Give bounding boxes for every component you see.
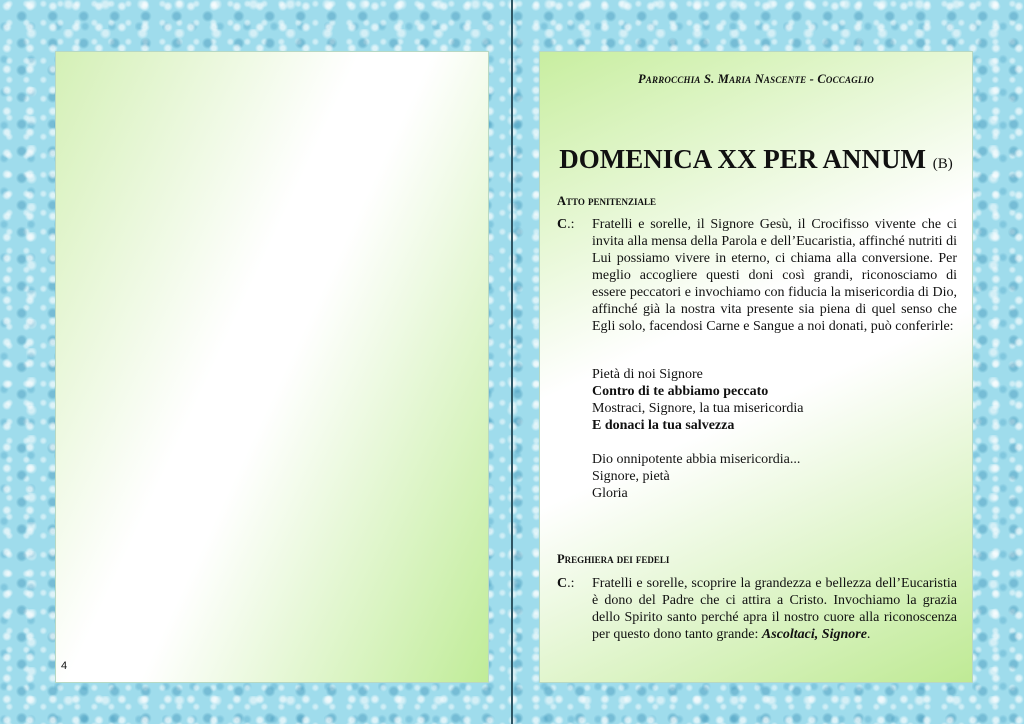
atto-body: Fratelli e sorelle, il Signore Gesù, il Crocifisso vivente che ci invita alla mensa della Parola e dell’Eucaristia, affinché nutriti di Lui possiamo vivere in eterno, ci chiama alla conversione. Per meglio accogliere questi doni così grandi, riconosciamo di essere peccatori e invochiamo con fiducia la misericordia di Dio, affinché già la nostra vita presente sia piena di quel senso che Egli solo, facendosi Carne e Sangue a noi donati, può conferirle: [592, 217, 957, 334]
closing-line: Signore, pietà [592, 469, 670, 484]
title-suffix: (B) [932, 156, 953, 172]
atto-penitenziale-text [557, 216, 957, 335]
center-fold [511, 0, 513, 724]
closing-lines [592, 451, 800, 502]
penitential-responses [592, 366, 804, 434]
page-title [540, 144, 972, 175]
right-page [539, 51, 973, 683]
preghiera-fedeli-text [557, 575, 957, 643]
response-line: Contro di te abbiamo peccato [592, 384, 769, 399]
left-page [55, 51, 489, 683]
title-text: DOMENICA XX PER ANNUM [559, 144, 926, 174]
assembly-response: Ascoltaci, Signore [761, 627, 867, 642]
celebrant-label: C.: [557, 576, 575, 591]
response-line: Pietà di noi Signore [592, 367, 703, 382]
preghiera-body: Fratelli e sorelle, scoprire la grandezza e bellezza dell’Eucaristia è dono del Padre che ci attira a Cristo. Invochiamo la grazia dello Spirito santo perché apra il nostro cuore alla riconoscenza per questo dono tanto grande: Ascoltaci, Signore. [592, 576, 957, 642]
celebrant-label: C.: [557, 217, 575, 232]
atto-penitenziale-heading: Atto penitenziale [557, 194, 657, 208]
closing-line: Dio onnipotente abbia misericordia... [592, 452, 801, 467]
parish-header: Parrocchia S. Maria Nascente - Coccaglio [637, 72, 875, 86]
preghiera-fedeli-heading: Preghiera dei fedeli [557, 552, 670, 566]
closing-line: Gloria [592, 486, 628, 501]
page-number: 4 [61, 660, 68, 672]
response-line: E donaci la tua salvezza [592, 418, 735, 433]
response-line: Mostraci, Signore, la tua misericordia [592, 401, 804, 416]
